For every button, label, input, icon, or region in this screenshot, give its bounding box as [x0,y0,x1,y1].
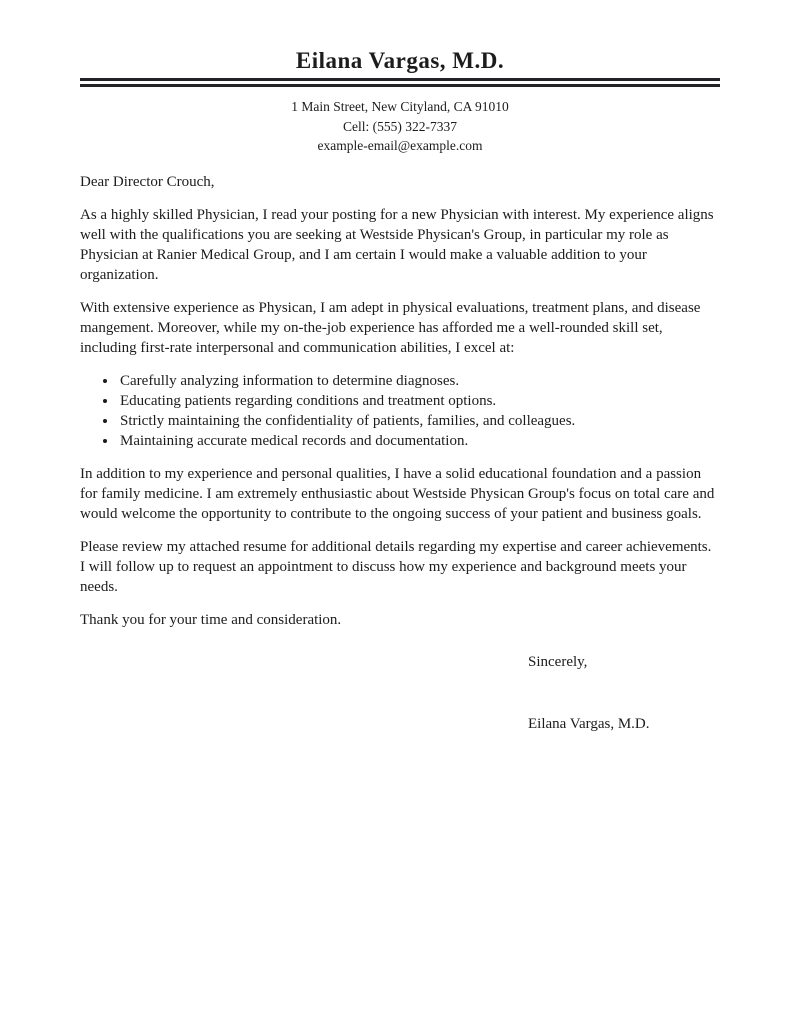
skills-bullet-list [80,371,720,451]
author-name-title: Eilana Vargas, M.D. [295,48,505,73]
bullet-item: • Carefully analyzing information to determine diagnoses. [118,371,720,391]
signature-block [528,652,720,734]
email-line: example-email@example.com [317,138,483,153]
education-paragraph: In addition to my experience and personal qualities, I have a solid educational foundation and a passion for family medicine. I am extremely enthusiastic about Westside Physican Group's focus on total care and would welcome the opportunity to contribute to the ongoing success of your patient and business goals. [80,465,715,522]
follow-up-paragraph: Please review my attached resume for additional details regarding my expertise and career achievements. I will follow up to request an appointment to discuss how my experience and background meets your needs. [80,538,712,595]
skills-paragraph: With extensive experience as Physican, I am adept in physical evaluations, treatment plans, and disease mangement. Moreover, while my on-the-job experience has afforded me a well-rounded skill set, including first-rate interpersonal and communication abilities, I excel at: [80,299,701,356]
header-double-rule [80,78,720,87]
bullet-item: • Strictly maintaining the confidentiality of patients, families, and colleagues. [118,411,720,431]
bullet-item: • Educating patients regarding conditions and treatment options. [118,391,720,411]
address-line: 1 Main Street, New Cityland, CA 91010 [291,99,509,114]
bullet-item: • Maintaining accurate medical records and documentation. [118,431,720,451]
signoff-line: Sincerely, [528,653,588,670]
contact-block [80,97,720,156]
signature-name: Eilana Vargas, M.D. [528,715,650,732]
phone-line: Cell: (555) 322-7337 [343,118,457,134]
salutation: Dear Director Crouch, [80,173,215,190]
intro-paragraph: As a highly skilled Physician, I read your posting for a new Physician with interest. My experience aligns well with the qualifications you are seeking at Westside Physican's Group, in particular my role as Physician at Ranier Medical Group, and I am certain I would make a valuable addition to your organization. [80,206,714,283]
thank-you-line: Thank you for your time and consideration. [80,611,342,628]
